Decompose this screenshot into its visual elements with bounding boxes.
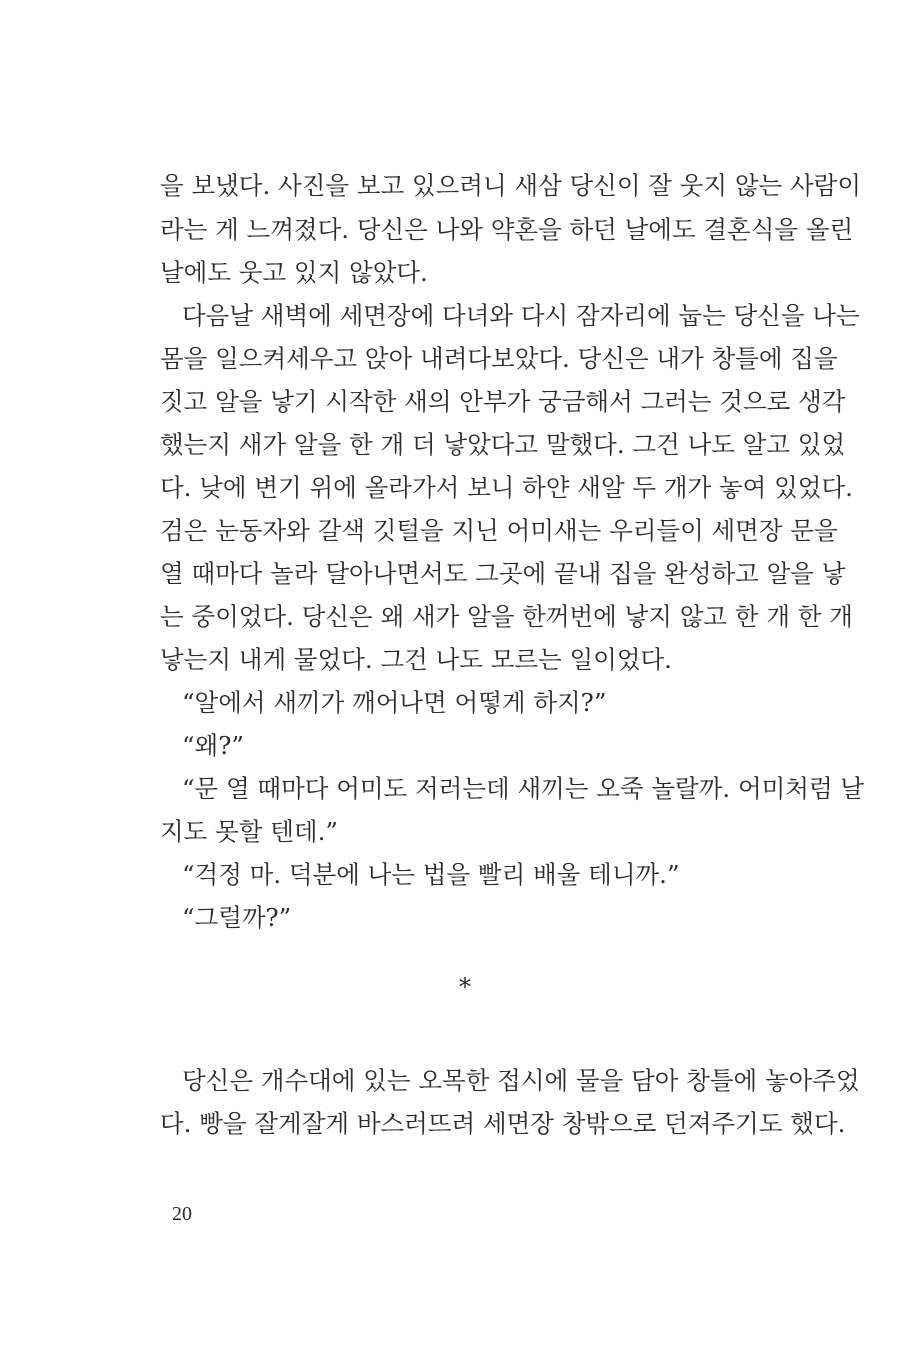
text-line: 낳는지 내게 물었다. 그건 나도 모르는 일이었다. [160, 645, 672, 674]
text-line: 다음날 새벽에 세면장에 다녀와 다시 잠자리에 눕는 당신을 나는 [182, 301, 860, 330]
dialogue-line: “그럴까?” [182, 903, 292, 932]
page-number: 20 [172, 1203, 192, 1225]
text-line: 했는지 새가 알을 한 개 더 낳았다고 말했다. 그건 나도 알고 있었 [160, 430, 846, 459]
text-line: 다. 빵을 잘게잘게 바스러뜨려 세면장 창밖으로 던져주기도 했다. [160, 1109, 846, 1138]
dialogue-line: “문 열 때마다 어미도 저러는데 새끼는 오죽 놀랄까. 어미처럼 날 [182, 774, 865, 803]
text-line: 몸을 일으켜세우고 앉아 내려다보았다. 당신은 내가 창틀에 집을 [160, 344, 838, 373]
text-line: 당신은 개수대에 있는 오목한 접시에 물을 담아 창틀에 놓아주었 [182, 1066, 860, 1095]
text-line: 짓고 알을 낳기 시작한 새의 안부가 궁금해서 그러는 것으로 생각 [160, 387, 846, 416]
dialogue-line: “걱정 마. 덕분에 나는 법을 빨리 배울 테니까.” [182, 860, 680, 889]
text-line: 을 보냈다. 사진을 보고 있으려니 새삼 당신이 잘 웃지 않는 사람이 [160, 171, 862, 200]
dialogue-line: “왜?” [182, 731, 244, 760]
text-line: 날에도 웃고 있지 않았다. [160, 258, 428, 287]
text-line: 열 때마다 놀라 달아나면서도 그곳에 끝내 집을 완성하고 알을 낳 [160, 559, 846, 588]
dialogue-line: 지도 못할 텐데.” [160, 817, 338, 846]
text-line: 라는 게 느껴졌다. 당신은 나와 약혼을 하던 날에도 결혼식을 올린 [160, 215, 854, 244]
text-line: 검은 눈동자와 갈색 깃털을 지닌 어미새는 우리들이 세면장 문을 [160, 516, 838, 545]
text-line: 다. 낮에 변기 위에 올라가서 보니 하얀 새알 두 개가 놓여 있었다. [160, 473, 853, 502]
text-line: 는 중이었다. 당신은 왜 새가 알을 한꺼번에 낳지 않고 한 개 한 개 [160, 602, 853, 631]
section-separator: * [459, 973, 471, 1001]
dialogue-line: “알에서 새끼가 깨어나면 어떻게 하지?” [182, 688, 607, 717]
